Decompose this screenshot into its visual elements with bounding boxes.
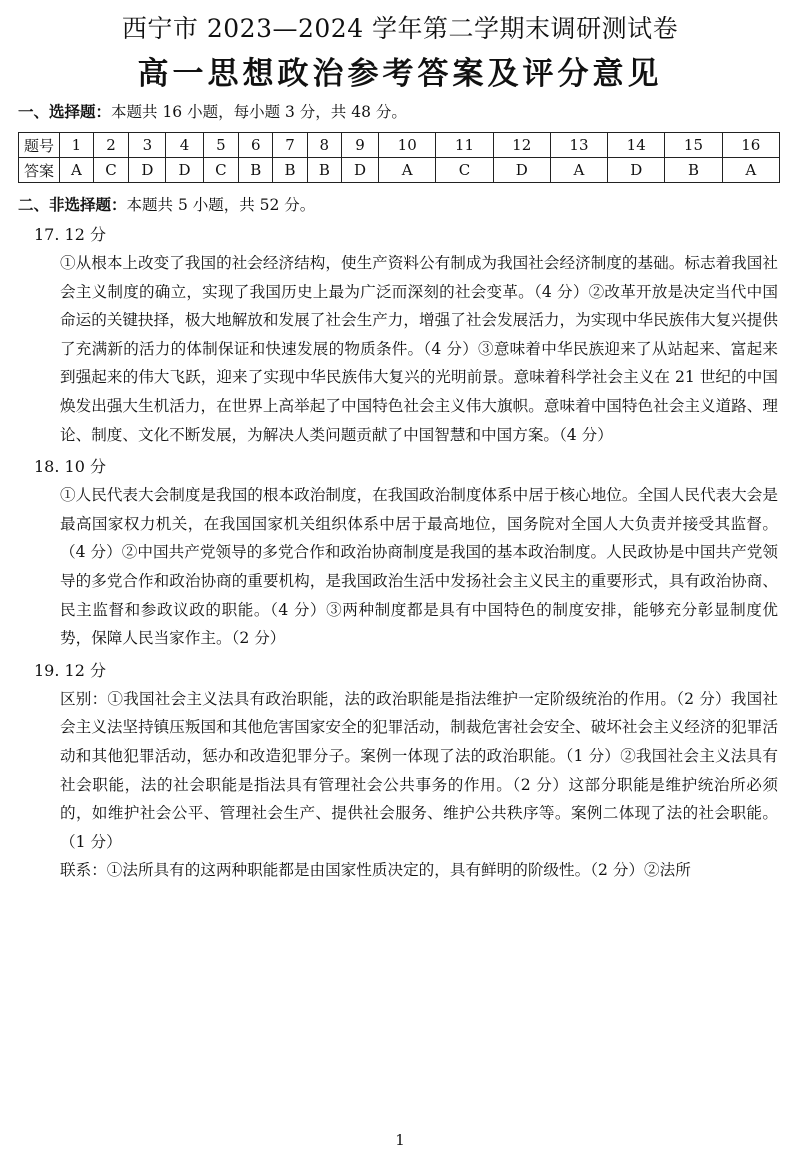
section-2-label: 二、非选择题：	[18, 196, 127, 214]
answer-cell: D	[341, 158, 378, 183]
number-cell: 2	[93, 133, 129, 158]
answer-cell: A	[379, 158, 436, 183]
number-cell: 5	[203, 133, 239, 158]
number-cell: 8	[307, 133, 341, 158]
answer-cell: A	[722, 158, 779, 183]
number-cell: 11	[436, 133, 493, 158]
answer-cell: B	[665, 158, 722, 183]
section-1-description: 本题共 16 小题，每小题 3 分，共 48 分。	[111, 103, 407, 121]
question-18-heading: 18. 10 分	[34, 457, 106, 477]
number-cell: 15	[665, 133, 722, 158]
document-title: 高一思想政治参考答案及评分意见	[137, 56, 663, 92]
answer-cell: D	[608, 158, 665, 183]
answer-cell: B	[273, 158, 307, 183]
exam-answer-page	[0, 12, 800, 1159]
number-cell: 6	[239, 133, 273, 158]
answer-cell: A	[60, 158, 94, 183]
question-19-heading: 19. 12 分	[34, 660, 106, 680]
number-cell: 12	[493, 133, 550, 158]
number-cell: 7	[273, 133, 307, 158]
answer-cell: C	[93, 158, 129, 183]
question-17	[18, 221, 782, 449]
question-18-answer	[18, 481, 782, 653]
section-2-description: 本题共 5 小题，共 52 分。	[126, 196, 316, 214]
section-1-heading	[18, 100, 782, 124]
row-header-answer: 答案	[19, 158, 60, 183]
page-number: 1	[395, 1131, 405, 1149]
answer-cell: D	[493, 158, 550, 183]
row-header-number: 题号	[19, 133, 60, 158]
answer-paragraph: ①人民代表大会制度是我国的根本政治制度，在我国政治制度体系中居于核心地位。全国人民代表大会是最高国家权力机关，在我国国家机关组织体系中居于最高地位，国务院对全国人大负责并接受其监督。（4 分）②中国共产党领导的多党合作和政治协商制度是我国的基本政治制度。人民政协是中国共产党领导的多党合作和政治协商的重要机构，是我国政治生活中发扬社会主义民主的重要形式，具有政治协商、民主监督和参政议政的职能。（4 分）③两种制度都是具有中国特色的制度安排，能够充分彰显制度优势，保障人民当家作主。（2 分）	[60, 486, 778, 648]
number-cell: 9	[341, 133, 378, 158]
exam-title: 西宁市 2023—2024 学年第二学期末调研测试卷	[121, 14, 679, 43]
number-cell: 14	[608, 133, 665, 158]
number-cell: 10	[379, 133, 436, 158]
answer-cell: D	[129, 158, 166, 183]
answer-paragraph: 联系：①法所具有的这两种职能都是由国家性质决定的，具有鲜明的阶级性。（2 分）②法所	[60, 861, 691, 880]
question-18	[18, 453, 782, 653]
answer-table	[18, 132, 780, 183]
answer-cell: C	[203, 158, 239, 183]
answer-cell: B	[307, 158, 341, 183]
question-19	[18, 657, 782, 885]
number-cell: 13	[550, 133, 607, 158]
answer-cell: A	[550, 158, 607, 183]
section-2-heading	[18, 193, 782, 217]
number-cell: 4	[166, 133, 203, 158]
answer-cell: D	[166, 158, 203, 183]
question-17-answer	[18, 249, 782, 449]
number-cell: 3	[129, 133, 166, 158]
section-1-label: 一、选择题：	[18, 103, 112, 121]
question-number-row	[19, 133, 780, 158]
answer-cell: B	[239, 158, 273, 183]
question-19-answer	[18, 685, 782, 885]
number-cell: 16	[722, 133, 779, 158]
answer-paragraph: ①从根本上改变了我国的社会经济结构，使生产资料公有制成为我国社会经济制度的基础。标志着我国社会主义制度的确立，实现了我国历史上最为广泛而深刻的社会变革。（4 分）②改革开放是决定当代中国命运的关键抉择，极大地解放和发展了社会生产力，增强了社会发展活力，为实现中华民族伟大复兴提供了充满新的活力的体制保证和快速发展的物质条件。（4 分）③意味着中华民族迎来了从站起来、富起来到强起来的伟大飞跃，迎来了实现中华民族伟大复兴的光明前景。意味着科学社会主义在 21 世纪的中国焕发出强大生机活力，在世界上高举起了中国特色社会主义伟大旗帜。意味着中国特色社会主义道路、理论、制度、文化不断发展，为解决人类问题贡献了中国智慧和中国方案。（4 分）	[60, 254, 778, 444]
question-17-heading: 17. 12 分	[34, 225, 106, 244]
answer-paragraph: 区别：①我国社会主义法具有政治职能，法的政治职能是指法维护一定阶级统治的作用。（2 分）我国社会主义法坚持镇压叛国和其他危害国家安全的犯罪活动，制裁危害社会安全、破坏社会主义经济的犯罪活动和其他犯罪活动，惩办和改造犯罪分子。案例一体现了法的政治职能。（1 分）②我国社会主义法具有社会职能，法的社会职能是指法具有管理社会公共事务的作用。（2 分）这部分职能是维护统治所必须的，如维护社会公平、管理社会生产、提供社会服务、维护公共秩序等。案例二体现了法的社会职能。（1 分）	[60, 689, 778, 851]
answer-row	[19, 158, 780, 183]
number-cell: 1	[60, 133, 94, 158]
answer-cell: C	[436, 158, 493, 183]
